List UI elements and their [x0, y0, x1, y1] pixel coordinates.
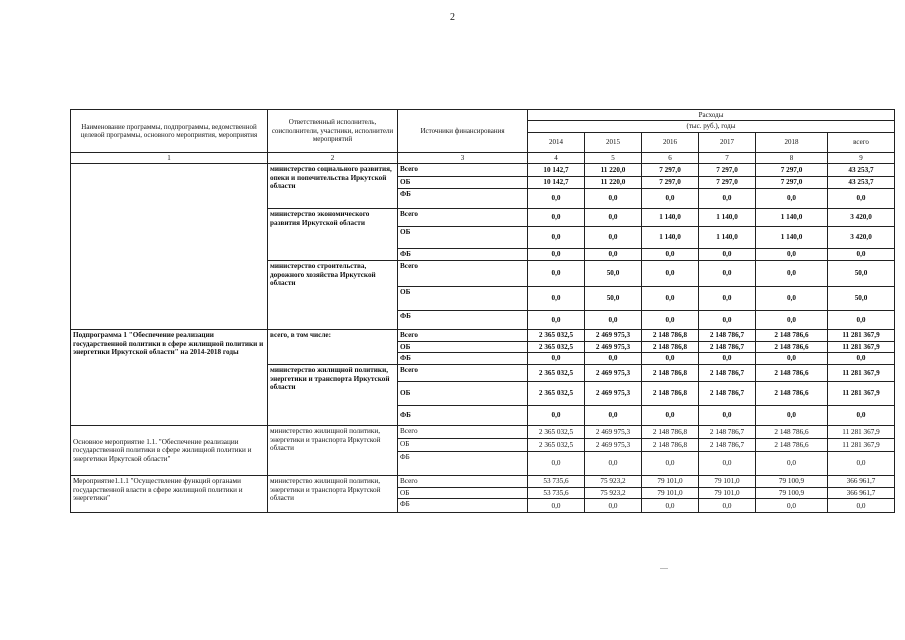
value-cell: 43 253,7: [828, 177, 895, 189]
value-cell: 2 365 032,5: [528, 382, 585, 406]
value-cell: 0,0: [828, 189, 895, 209]
source-cell: Всего: [398, 209, 528, 227]
value-cell: 0,0: [528, 353, 585, 365]
value-cell: 0,0: [585, 209, 642, 227]
value-cell: 0,0: [756, 249, 828, 261]
value-cell: 2 148 786,7: [699, 382, 756, 406]
header-source: Источники финансирования: [398, 110, 528, 153]
value-cell: 79 100,9: [756, 476, 828, 488]
value-cell: 11 220,0: [585, 177, 642, 189]
column-number: 7: [699, 152, 756, 163]
value-cell: 0,0: [528, 499, 585, 513]
column-number: 9: [828, 152, 895, 163]
value-cell: 3 420,0: [828, 227, 895, 249]
expenses-table: [70, 109, 895, 513]
value-cell: 43 253,7: [828, 164, 895, 177]
source-cell: ФБ: [398, 189, 528, 209]
source-cell: ФБ: [398, 452, 528, 476]
value-cell: 0,0: [585, 353, 642, 365]
value-cell: 0,0: [642, 499, 699, 513]
table-row: [71, 330, 895, 342]
column-number: 1: [71, 152, 268, 163]
value-cell: 79 100,9: [756, 487, 828, 499]
value-cell: 366 961,7: [828, 476, 895, 488]
value-cell: 2 365 032,5: [528, 365, 585, 382]
table-row: [71, 164, 895, 177]
value-cell: 2 469 975,3: [585, 426, 642, 439]
value-cell: 0,0: [528, 189, 585, 209]
value-cell: 0,0: [756, 261, 828, 287]
value-cell: 0,0: [528, 261, 585, 287]
value-cell: 0,0: [642, 353, 699, 365]
value-cell: 0,0: [828, 499, 895, 513]
value-cell: 0,0: [699, 406, 756, 426]
value-cell: 11 281 367,9: [828, 330, 895, 342]
value-cell: 2 469 975,3: [585, 365, 642, 382]
source-cell: ОБ: [398, 227, 528, 249]
value-cell: 11 281 367,9: [828, 439, 895, 452]
value-cell: 0,0: [528, 209, 585, 227]
value-cell: 0,0: [756, 311, 828, 330]
header-year: всего: [828, 132, 895, 152]
value-cell: 0,0: [756, 406, 828, 426]
source-cell: Всего: [398, 261, 528, 287]
value-cell: 11 220,0: [585, 164, 642, 177]
executor-cell: министерство социального развития, опеки и попечительства Иркутской области: [268, 164, 398, 209]
value-cell: 11 281 367,9: [828, 382, 895, 406]
value-cell: 0,0: [699, 249, 756, 261]
source-cell: Всего: [398, 476, 528, 488]
value-cell: 0,0: [528, 227, 585, 249]
source-cell: ФБ: [398, 353, 528, 365]
value-cell: 0,0: [699, 353, 756, 365]
table-row: [71, 426, 895, 439]
value-cell: 0,0: [585, 189, 642, 209]
value-cell: 0,0: [528, 311, 585, 330]
table-row: [71, 476, 895, 488]
value-cell: 0,0: [585, 227, 642, 249]
value-cell: 7 297,0: [699, 164, 756, 177]
executor-cell: министерство жилищной политики, энергетики и транспорта Иркутской области: [268, 426, 398, 476]
value-cell: 1 140,0: [699, 209, 756, 227]
value-cell: 0,0: [828, 452, 895, 476]
value-cell: 53 735,6: [528, 487, 585, 499]
source-cell: ФБ: [398, 499, 528, 513]
value-cell: 2 148 786,6: [756, 341, 828, 353]
value-cell: 0,0: [585, 406, 642, 426]
executor-cell: всего, в том числе:: [268, 330, 398, 365]
source-cell: ОБ: [398, 487, 528, 499]
source-cell: ФБ: [398, 311, 528, 330]
value-cell: 2 469 975,3: [585, 382, 642, 406]
scan-mark: [660, 568, 668, 569]
value-cell: 0,0: [756, 353, 828, 365]
activity-name: Мероприятие1.1.1 "Осуществление функций органами государственной власти в сфере жилищной политики и энергетики": [71, 476, 268, 513]
value-cell: 0,0: [699, 452, 756, 476]
value-cell: 2 148 786,8: [642, 439, 699, 452]
subprogram-name: Подпрограмма 1 "Обеспечение реализации государственной политики в сфере жилищной политики и энергетики Иркутской области" на 2014-2018 годы: [71, 330, 268, 426]
value-cell: 7 297,0: [756, 177, 828, 189]
value-cell: 2 148 786,8: [642, 341, 699, 353]
value-cell: 50,0: [585, 261, 642, 287]
value-cell: 0,0: [528, 406, 585, 426]
source-cell: ФБ: [398, 406, 528, 426]
value-cell: 0,0: [585, 499, 642, 513]
value-cell: 79 101,0: [642, 476, 699, 488]
value-cell: 0,0: [699, 311, 756, 330]
header-year: 2014: [528, 132, 585, 152]
value-cell: 3 420,0: [828, 209, 895, 227]
value-cell: 0,0: [756, 452, 828, 476]
executor-cell: министерство жилищной политики, энергетики и транспорта Иркутской области: [268, 365, 398, 426]
column-number: 4: [528, 152, 585, 163]
value-cell: 0,0: [642, 311, 699, 330]
source-cell: Всего: [398, 330, 528, 342]
value-cell: 2 148 786,8: [642, 330, 699, 342]
value-cell: 75 923,2: [585, 487, 642, 499]
column-number: 2: [268, 152, 398, 163]
source-cell: ОБ: [398, 341, 528, 353]
header-year: 2018: [756, 132, 828, 152]
value-cell: 7 297,0: [642, 177, 699, 189]
header-year: 2016: [642, 132, 699, 152]
source-cell: ФБ: [398, 249, 528, 261]
source-cell: ОБ: [398, 177, 528, 189]
value-cell: 2 365 032,5: [528, 330, 585, 342]
value-cell: 75 923,2: [585, 476, 642, 488]
value-cell: 0,0: [642, 287, 699, 311]
value-cell: 2 365 032,5: [528, 426, 585, 439]
column-number: 6: [642, 152, 699, 163]
value-cell: 79 101,0: [642, 487, 699, 499]
value-cell: 2 469 975,3: [585, 330, 642, 342]
value-cell: 2 148 786,6: [756, 330, 828, 342]
value-cell: 11 281 367,9: [828, 341, 895, 353]
value-cell: 2 469 975,3: [585, 439, 642, 452]
executor-cell: министерство экономического развития Иркутской области: [268, 209, 398, 261]
value-cell: 0,0: [828, 311, 895, 330]
value-cell: 2 365 032,5: [528, 341, 585, 353]
value-cell: 1 140,0: [756, 209, 828, 227]
value-cell: 53 735,6: [528, 476, 585, 488]
value-cell: 7 297,0: [756, 164, 828, 177]
value-cell: 2 148 786,6: [756, 382, 828, 406]
value-cell: 2 148 786,8: [642, 365, 699, 382]
value-cell: 2 148 786,8: [642, 426, 699, 439]
source-cell: Всего: [398, 164, 528, 177]
header-year: 2015: [585, 132, 642, 152]
value-cell: 10 142,7: [528, 177, 585, 189]
header-units: (тыс. руб.), годы: [528, 121, 895, 132]
value-cell: 79 101,0: [699, 476, 756, 488]
executor-cell: министерство строительства, дорожного хозяйства Иркутской области: [268, 261, 398, 330]
value-cell: 79 101,0: [699, 487, 756, 499]
value-cell: 2 148 786,7: [699, 330, 756, 342]
source-cell: ОБ: [398, 439, 528, 452]
value-cell: 0,0: [528, 452, 585, 476]
source-cell: ОБ: [398, 382, 528, 406]
value-cell: 7 297,0: [699, 177, 756, 189]
value-cell: 0,0: [642, 452, 699, 476]
value-cell: 0,0: [642, 249, 699, 261]
value-cell: 1 140,0: [756, 227, 828, 249]
source-cell: Всего: [398, 365, 528, 382]
value-cell: 0,0: [585, 249, 642, 261]
value-cell: 0,0: [756, 287, 828, 311]
value-cell: 1 140,0: [642, 227, 699, 249]
value-cell: 0,0: [756, 499, 828, 513]
column-number: 5: [585, 152, 642, 163]
value-cell: 2 148 786,8: [642, 382, 699, 406]
source-cell: ОБ: [398, 287, 528, 311]
value-cell: 0,0: [642, 261, 699, 287]
executor-cell: министерство жилищной политики, энергетики и транспорта Иркутской области: [268, 476, 398, 513]
value-cell: 2 148 786,7: [699, 439, 756, 452]
value-cell: 0,0: [828, 353, 895, 365]
value-cell: 11 281 367,9: [828, 365, 895, 382]
value-cell: 50,0: [828, 287, 895, 311]
value-cell: 10 142,7: [528, 164, 585, 177]
value-cell: 2 469 975,3: [585, 341, 642, 353]
value-cell: 2 148 786,7: [699, 341, 756, 353]
value-cell: 0,0: [585, 311, 642, 330]
value-cell: 2 148 786,7: [699, 365, 756, 382]
page-number: 2: [450, 12, 455, 23]
row-name-empty: [71, 164, 268, 330]
value-cell: 0,0: [699, 499, 756, 513]
value-cell: 50,0: [828, 261, 895, 287]
header-executor: Ответственный исполнитель, соисполнители, участники, исполнители мероприятий: [268, 110, 398, 153]
value-cell: 2 148 786,6: [756, 365, 828, 382]
column-number: 3: [398, 152, 528, 163]
value-cell: 0,0: [528, 249, 585, 261]
value-cell: 366 961,7: [828, 487, 895, 499]
value-cell: 0,0: [699, 261, 756, 287]
value-cell: 50,0: [585, 287, 642, 311]
header-name: Наименование программы, подпрограммы, ведомственной целевой программы, основного мероприятия, мероприятия: [71, 110, 268, 153]
value-cell: 1 140,0: [699, 227, 756, 249]
main-activity-name: Основное мероприятие 1.1. "Обеспечение реализации государственной политики в сфере жилищной политики и энергетики Иркутской области": [71, 426, 268, 476]
value-cell: 0,0: [528, 287, 585, 311]
header-year: 2017: [699, 132, 756, 152]
value-cell: 0,0: [642, 406, 699, 426]
value-cell: 0,0: [699, 287, 756, 311]
header-expenses: Расходы: [528, 110, 895, 121]
column-number: 8: [756, 152, 828, 163]
value-cell: 0,0: [756, 189, 828, 209]
value-cell: 2 365 032,5: [528, 439, 585, 452]
value-cell: 1 140,0: [642, 209, 699, 227]
value-cell: 11 281 367,9: [828, 426, 895, 439]
value-cell: 2 148 786,7: [699, 426, 756, 439]
value-cell: 0,0: [699, 189, 756, 209]
value-cell: 7 297,0: [642, 164, 699, 177]
value-cell: 0,0: [828, 406, 895, 426]
value-cell: 0,0: [642, 189, 699, 209]
source-cell: Всего: [398, 426, 528, 439]
value-cell: 2 148 786,6: [756, 426, 828, 439]
value-cell: 2 148 786,6: [756, 439, 828, 452]
value-cell: 0,0: [828, 249, 895, 261]
value-cell: 0,0: [585, 452, 642, 476]
